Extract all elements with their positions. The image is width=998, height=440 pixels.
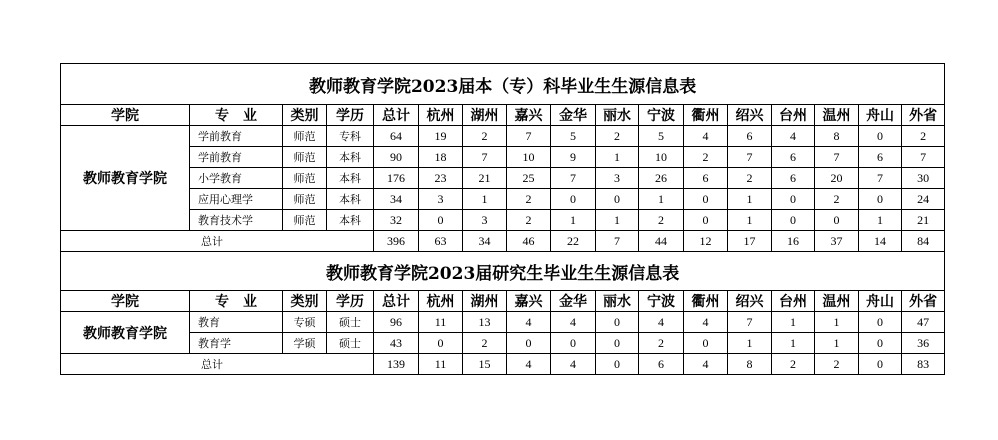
column-header: 嘉兴 [507, 291, 551, 312]
count-cell: 0 [596, 333, 639, 354]
count-cell: 3 [463, 210, 507, 231]
count-cell: 4 [639, 312, 684, 333]
column-header: 舟山 [859, 291, 902, 312]
count-cell: 4 [507, 312, 551, 333]
total-row [61, 231, 945, 252]
column-header: 台州 [772, 291, 815, 312]
count-cell: 6 [859, 147, 902, 168]
column-header: 宁波 [639, 291, 684, 312]
column-header: 杭州 [419, 291, 463, 312]
column-header: 专 业 [190, 291, 283, 312]
total-cell: 4 [507, 354, 551, 375]
count-cell: 24 [902, 189, 945, 210]
count-cell: 0 [815, 210, 859, 231]
total-cell: 46 [507, 231, 551, 252]
column-header: 类别 [283, 291, 327, 312]
total-cell: 7 [596, 231, 639, 252]
count-cell: 7 [463, 147, 507, 168]
table-row [61, 189, 945, 210]
total-cell: 0 [859, 354, 902, 375]
count-cell: 26 [639, 168, 684, 189]
column-header: 专 业 [190, 105, 283, 126]
count-cell: 21 [463, 168, 507, 189]
count-cell: 2 [639, 210, 684, 231]
table-row [61, 312, 945, 333]
column-header: 学历 [327, 105, 374, 126]
category-cell: 本科 [327, 210, 374, 231]
count-cell: 0 [419, 210, 463, 231]
total-label: 总计 [61, 231, 374, 252]
count-cell: 7 [728, 147, 772, 168]
column-header: 衢州 [684, 291, 728, 312]
major-cell: 应用心理学 [190, 189, 283, 210]
category-cell: 本科 [327, 189, 374, 210]
count-cell: 2 [463, 333, 507, 354]
column-header: 宁波 [639, 105, 684, 126]
count-cell: 1 [859, 210, 902, 231]
count-cell: 7 [507, 126, 551, 147]
count-cell: 0 [859, 189, 902, 210]
column-header: 温州 [815, 291, 859, 312]
count-cell: 0 [859, 126, 902, 147]
count-cell: 0 [859, 312, 902, 333]
major-cell: 教育学 [190, 333, 283, 354]
count-cell: 18 [419, 147, 463, 168]
total-cell: 11 [419, 354, 463, 375]
total-cell: 16 [772, 231, 815, 252]
count-cell: 7 [728, 312, 772, 333]
column-header: 衢州 [684, 105, 728, 126]
count-cell: 0 [596, 312, 639, 333]
total-cell: 84 [902, 231, 945, 252]
count-cell: 23 [419, 168, 463, 189]
total-cell: 0 [596, 354, 639, 375]
count-cell: 7 [859, 168, 902, 189]
section-title: 教师教育学院2023届研究生毕业生生源信息表 [61, 252, 945, 291]
total-cell: 22 [551, 231, 596, 252]
count-cell: 1 [596, 210, 639, 231]
count-cell: 34 [374, 189, 419, 210]
category-cell: 师范 [283, 168, 327, 189]
category-cell: 本科 [327, 168, 374, 189]
count-cell: 1 [772, 333, 815, 354]
major-cell: 学前教育 [190, 126, 283, 147]
count-cell: 0 [772, 189, 815, 210]
count-cell: 2 [596, 126, 639, 147]
count-cell: 0 [551, 189, 596, 210]
count-cell: 13 [463, 312, 507, 333]
count-cell: 0 [684, 210, 728, 231]
column-header: 金华 [551, 291, 596, 312]
column-header: 温州 [815, 105, 859, 126]
count-cell: 6 [772, 168, 815, 189]
count-cell: 7 [902, 147, 945, 168]
count-cell: 176 [374, 168, 419, 189]
source-info-sheet [60, 63, 939, 375]
count-cell: 0 [684, 189, 728, 210]
category-cell: 师范 [283, 210, 327, 231]
total-cell: 6 [639, 354, 684, 375]
total-cell: 2 [772, 354, 815, 375]
count-cell: 2 [902, 126, 945, 147]
header-row [61, 105, 945, 126]
count-cell: 4 [551, 312, 596, 333]
count-cell: 64 [374, 126, 419, 147]
category-cell: 专科 [327, 126, 374, 147]
total-cell: 2 [815, 354, 859, 375]
count-cell: 2 [507, 189, 551, 210]
count-cell: 21 [902, 210, 945, 231]
column-header: 绍兴 [728, 291, 772, 312]
total-cell: 12 [684, 231, 728, 252]
count-cell: 0 [419, 333, 463, 354]
count-cell: 1 [463, 189, 507, 210]
count-cell: 5 [639, 126, 684, 147]
count-cell: 4 [772, 126, 815, 147]
count-cell: 36 [902, 333, 945, 354]
total-cell: 4 [684, 354, 728, 375]
category-cell: 硕士 [327, 333, 374, 354]
column-header: 总计 [374, 291, 419, 312]
category-cell: 学硕 [283, 333, 327, 354]
count-cell: 4 [684, 312, 728, 333]
count-cell: 7 [551, 168, 596, 189]
count-cell: 1 [551, 210, 596, 231]
section-title-row [61, 64, 945, 105]
count-cell: 43 [374, 333, 419, 354]
count-cell: 10 [639, 147, 684, 168]
count-cell: 20 [815, 168, 859, 189]
total-cell: 83 [902, 354, 945, 375]
count-cell: 3 [419, 189, 463, 210]
count-cell: 9 [551, 147, 596, 168]
category-cell: 专硕 [283, 312, 327, 333]
count-cell: 5 [551, 126, 596, 147]
college-name: 教师教育学院 [61, 126, 190, 231]
count-cell: 6 [728, 126, 772, 147]
total-cell: 17 [728, 231, 772, 252]
column-header: 类别 [283, 105, 327, 126]
category-cell: 师范 [283, 126, 327, 147]
column-header: 湖州 [463, 291, 507, 312]
count-cell: 25 [507, 168, 551, 189]
count-cell: 2 [815, 189, 859, 210]
count-cell: 90 [374, 147, 419, 168]
major-cell: 学前教育 [190, 147, 283, 168]
category-cell: 师范 [283, 189, 327, 210]
count-cell: 2 [684, 147, 728, 168]
count-cell: 2 [463, 126, 507, 147]
total-cell: 34 [463, 231, 507, 252]
table-row [61, 126, 945, 147]
table-row [61, 333, 945, 354]
column-header: 总计 [374, 105, 419, 126]
major-cell: 教育 [190, 312, 283, 333]
total-cell: 44 [639, 231, 684, 252]
major-cell: 教育技术学 [190, 210, 283, 231]
count-cell: 7 [815, 147, 859, 168]
count-cell: 1 [728, 210, 772, 231]
column-header: 台州 [772, 105, 815, 126]
total-cell: 15 [463, 354, 507, 375]
total-cell: 139 [374, 354, 419, 375]
count-cell: 8 [815, 126, 859, 147]
count-cell: 3 [596, 168, 639, 189]
column-header: 学历 [327, 291, 374, 312]
count-cell: 0 [551, 333, 596, 354]
total-cell: 396 [374, 231, 419, 252]
column-header: 杭州 [419, 105, 463, 126]
total-cell: 8 [728, 354, 772, 375]
total-cell: 4 [551, 354, 596, 375]
count-cell: 19 [419, 126, 463, 147]
column-header: 外省 [902, 291, 945, 312]
count-cell: 96 [374, 312, 419, 333]
count-cell: 32 [374, 210, 419, 231]
count-cell: 11 [419, 312, 463, 333]
count-cell: 10 [507, 147, 551, 168]
count-cell: 2 [728, 168, 772, 189]
column-header: 湖州 [463, 105, 507, 126]
count-cell: 1 [815, 312, 859, 333]
column-header: 舟山 [859, 105, 902, 126]
column-header: 丽水 [596, 291, 639, 312]
count-cell: 1 [596, 147, 639, 168]
column-header: 绍兴 [728, 105, 772, 126]
total-row [61, 354, 945, 375]
count-cell: 0 [772, 210, 815, 231]
count-cell: 0 [507, 333, 551, 354]
section-title: 教师教育学院2023届本（专）科毕业生生源信息表 [61, 64, 945, 105]
section-title-row [61, 252, 945, 291]
total-cell: 37 [815, 231, 859, 252]
category-cell: 本科 [327, 147, 374, 168]
column-header: 外省 [902, 105, 945, 126]
count-cell: 1 [728, 333, 772, 354]
total-label: 总计 [61, 354, 374, 375]
source-info-table [60, 63, 945, 375]
table-row [61, 168, 945, 189]
count-cell: 4 [684, 126, 728, 147]
table-row [61, 147, 945, 168]
count-cell: 0 [684, 333, 728, 354]
column-header: 丽水 [596, 105, 639, 126]
count-cell: 6 [772, 147, 815, 168]
count-cell: 6 [684, 168, 728, 189]
count-cell: 1 [815, 333, 859, 354]
major-cell: 小学教育 [190, 168, 283, 189]
category-cell: 硕士 [327, 312, 374, 333]
total-cell: 63 [419, 231, 463, 252]
count-cell: 2 [639, 333, 684, 354]
column-header: 嘉兴 [507, 105, 551, 126]
total-cell: 14 [859, 231, 902, 252]
count-cell: 0 [859, 333, 902, 354]
category-cell: 师范 [283, 147, 327, 168]
college-name: 教师教育学院 [61, 312, 190, 354]
count-cell: 47 [902, 312, 945, 333]
count-cell: 30 [902, 168, 945, 189]
count-cell: 2 [507, 210, 551, 231]
column-header: 金华 [551, 105, 596, 126]
count-cell: 0 [596, 189, 639, 210]
header-row [61, 291, 945, 312]
column-header: 学院 [61, 105, 190, 126]
column-header: 学院 [61, 291, 190, 312]
table-row [61, 210, 945, 231]
count-cell: 1 [728, 189, 772, 210]
count-cell: 1 [772, 312, 815, 333]
count-cell: 1 [639, 189, 684, 210]
